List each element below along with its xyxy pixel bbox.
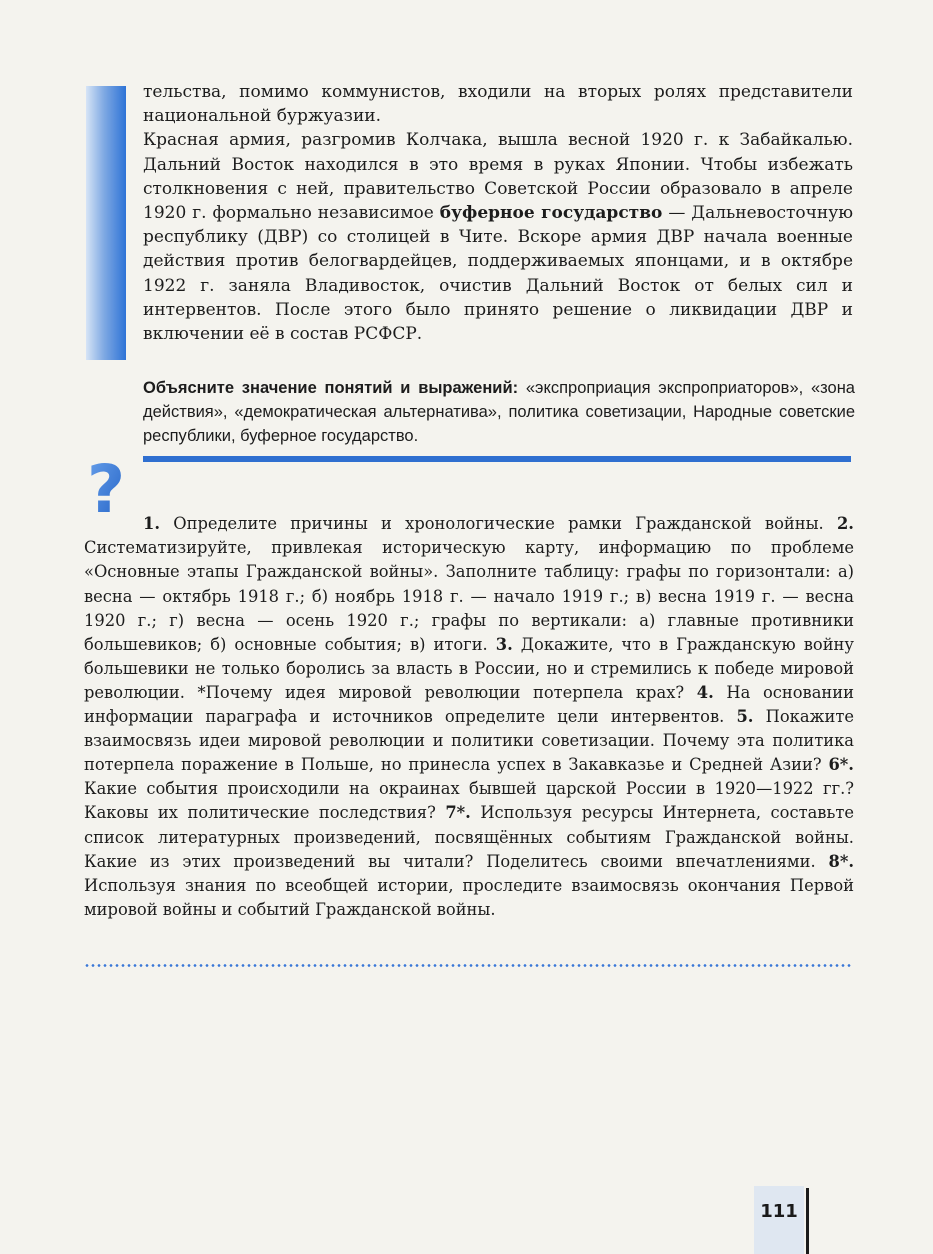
question-number: 6*.: [828, 755, 854, 775]
question-number: 3.: [495, 634, 513, 654]
term-buffer-state: буферное государство: [439, 203, 663, 224]
questions-block: [84, 512, 854, 922]
paragraph-text: Красная армия, разгромив Колчака, вышла весной 1920 г. к Забайкалью. Дальний Восток находился в это время в руках Японии. Чтобы избежать столкновения с ней, правительство Советской России образовало в апреле 1920 г. формально независимое: [143, 130, 853, 224]
paragraph-text: — Дальневосточную республику (ДВР) со столицей в Чите. Вскоре армия ДВР начала военные действия против белогвардейцев, поддерживаемых японцами, и в октябре 1922 г. заняла Владивосток, очистив Дальний Восток от белых сил и интервентов. После этого было принято решение о ликвидации ДВР и включении её в состав РСФСР.: [143, 203, 853, 345]
question-number: 2.: [836, 514, 854, 534]
page-edge-line: [806, 1188, 809, 1254]
question-number: 5.: [736, 707, 754, 727]
question-mark-glyph: ?: [86, 456, 126, 518]
terms-section: [143, 376, 855, 448]
question-item: [143, 514, 824, 533]
question-text: Систематизируйте, привлекая историческую карту, информацию по проблеме «Основные этапы Гражданской войны». Заполните таблицу: графы по горизонтали: а) весна — октябрь 1918 г.; б) ноябрь 1918 г. — начало 1919 г.; в) весна 1919 г. — весна 1920 г.; г) весна — осень 1920 г.; графы по вертикали: а) главные противники большевиков; б) основные события; в) итоги.: [84, 538, 854, 654]
section-divider: [143, 456, 851, 462]
dotted-divider: [84, 964, 852, 967]
paragraph-continuation: тельства, помимо коммунистов, входили на вторых ролях представители национальной буржуазии.: [143, 82, 853, 127]
question-text: Используя знания по всеобщей истории, проследите взаимосвязь окончания Первой мировой войны и событий Гражданской войны.: [84, 875, 854, 919]
paragraph-far-east: [143, 128, 853, 346]
question-number: 4.: [696, 682, 714, 702]
question-text: Какие события происходили на окраинах бывшей царской России в 1920—1922 гг.? Каковы их политические последствия?: [84, 779, 854, 823]
question-text: Покажите взаимосвязь идеи мировой революции и политики советизации. Почему эта политика потерпела поражение в Польше, но принесла успех в Закавказье и Средней Азии?: [84, 707, 854, 775]
question-number: 1.: [143, 514, 160, 534]
question-mark-icon: [84, 456, 128, 518]
terms-list: «экспроприация экспроприаторов», «зона действия», «демократическая альтернатива», политика советизации, Народные советские республики, буферное государство.: [143, 379, 855, 445]
question-text: Докажите, что в Гражданскую войну большевики не только боролись за власть в России, но и стремились к победе мировой революции. *Почему идея мировой революции потерпела крах?: [84, 634, 854, 702]
question-text: Определите причины и хронологические рамки Гражданской войны.: [173, 514, 824, 534]
question-number: 7*.: [445, 803, 471, 823]
question-text: На основании информации параграфа и источников определите цели интервентов.: [84, 682, 854, 727]
question-number: 8*.: [828, 851, 854, 871]
question-item: [84, 514, 854, 653]
terms-heading: Объясните значение понятий и выражений:: [143, 379, 519, 397]
page-number: 111: [760, 1201, 798, 1222]
side-accent-bar: [86, 86, 126, 360]
main-text-block: [143, 80, 853, 346]
question-text: Используя ресурсы Интернета, составьте список литературных произведений, посвящённых событиям Гражданской войны. Какие из этих произведений вы читали? Поделитесь своими впечатлениями.: [84, 803, 854, 871]
